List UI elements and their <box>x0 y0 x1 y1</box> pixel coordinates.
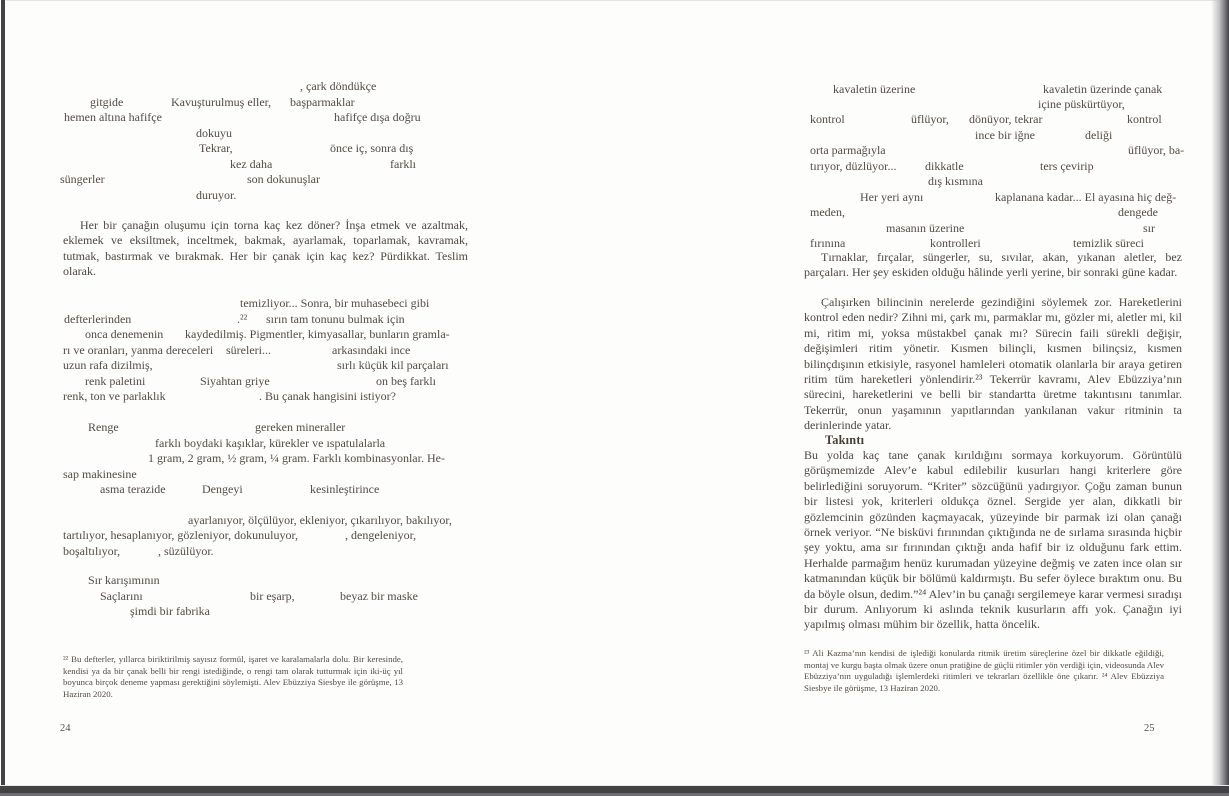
scattered-verse-verbs-fragment: boşaltılıyor, <box>63 544 121 558</box>
scattered-verse-throwing-fragment: duruyor. <box>196 188 237 202</box>
scattered-verse-glazing-fragment: meden, <box>810 205 845 219</box>
scattered-verse-throwing-fragment: kez daha <box>230 157 273 171</box>
scattered-verse-glazing-fragment: kontrol <box>810 112 845 126</box>
scan-top-edge <box>0 0 1229 1</box>
scattered-verse-throwing-fragment: Tekrar, <box>199 141 233 155</box>
scattered-verse-glaze-notebooks-fragment: süreleri... <box>226 343 271 357</box>
scattered-verse-factory-fragment: Saçlarını <box>100 589 143 603</box>
scattered-verse-throwing-fragment: dokuyu <box>196 126 232 140</box>
scattered-verse-glazing-fragment: dönüyor, tekrar <box>969 112 1043 126</box>
scattered-verse-glazing-fragment: Her yeri aynı <box>860 190 924 204</box>
scattered-verse-minerals-fragment: Renge <box>88 420 119 434</box>
paragraph-rhythm: Çalışırken bilincinin nerelerde gezindiğini söylemek zor. Hareketlerini kontrol eden nedir? Zihni mi, çark mı, parmaklar mı, gözler mi, aletler mi, kil mi, ritim mi, yoksa müstakbel çanak mı? Sürecin faili sürekli değişir, değişimleri ritim yönetir. Kısmen bilinçli, kısmen bilinçsiz, kısmen bilinçdışının etkisiyle, rasyonel hamleleri otomatik olanlarla bir araya getiren ritim tüm hareketleri yönlendirir.²³ Tekerrür kavramı, Alev Ebüzziya’nın sürecini, hareketlerini ve belli bir standartta üretme takıntısını tanımlar. Tekerrür, onun yaşamının yapıtlarından yankılanan vakur ritminin ta derinlerinde yatar. <box>804 295 1182 433</box>
scattered-verse-throwing-fragment: önce iç, sonra dış <box>330 141 414 155</box>
scattered-verse-glazing-fragment: dikkatle <box>925 159 964 173</box>
scattered-verse-glaze-notebooks-fragment: on beş farklı <box>376 374 436 388</box>
scattered-verse-throwing-fragment: , çark döndükçe <box>300 79 377 93</box>
scattered-verse-glazing-fragment: tırıyor, düzlüyor... <box>810 159 897 173</box>
scattered-verse-minerals-fragment: 1 gram, 2 gram, ½ gram, ¼ gram. Farklı kombinasyonlar. He- <box>148 451 445 465</box>
section-heading-takinti: Takıntı <box>825 433 865 447</box>
scattered-verse-glazing-fragment: masanın üzerine <box>886 221 965 235</box>
scattered-verse-verbs-fragment: , dengeleniyor, <box>345 528 417 542</box>
scattered-verse-glazing-fragment: orta parmağıyla <box>810 143 886 157</box>
scattered-verse-throwing-fragment: farklı <box>390 157 416 171</box>
footnote-22: ²² Bu defterler, yıllarca biriktirilmiş sayısız formül, işaret ve karalamalarla dolu. Bir keresinde, kendisi ya da bir çanak belli bir rengi istediğinde, o rengi tam olarak tutturmak için iki-üç yıl boyunca birçok deneme yapması gerektiğini söylemişti. Alev Ebüzziya Siesbye ile görüşme, 13 Haziran 2020. <box>63 654 403 699</box>
scattered-verse-glazing-fragment: içine püskürtüyor, <box>1038 97 1125 111</box>
scan-bottom-edge <box>0 785 1229 796</box>
scattered-verse-factory-fragment: şimdi bir fabrika <box>130 604 210 618</box>
paragraph-cleanup: Tırnaklar, fırçalar, süngerler, su, sıvılar, akan, yıkanan aletler, bez parçaları. Her şey eskiden olduğu hâlinde yerli yerine, bir sonraki güne kadar. <box>804 250 1182 280</box>
scattered-verse-throwing-fragment: gitgide <box>90 95 124 109</box>
scattered-verse-minerals-fragment: kesinleştirince <box>310 482 380 496</box>
scattered-verse-glazing-fragment: temizlik süreci <box>1073 236 1144 250</box>
scattered-verse-glaze-notebooks-fragment: arkasındaki ince <box>332 343 411 357</box>
scattered-verse-throwing-fragment: süngerler <box>60 172 105 186</box>
scattered-verse-throwing-fragment: hemen altına hafifçe <box>64 110 162 124</box>
scattered-verse-glazing-fragment: kontrolleri <box>930 236 981 250</box>
scattered-verse-glaze-notebooks-fragment: temizliyor... Sonra, bir muhasebeci gibi <box>240 296 430 310</box>
scan-left-edge <box>0 0 6 796</box>
scan-right-page-edge <box>1211 0 1229 796</box>
scattered-verse-glazing-fragment: dengede <box>1118 205 1158 219</box>
scattered-verse-glaze-notebooks-fragment: renk paletini <box>85 374 146 388</box>
scattered-verse-glaze-notebooks-fragment: rı ve oranları, yanma dereceleri <box>63 343 214 357</box>
scattered-verse-throwing-fragment: son dokunuşlar <box>247 172 320 186</box>
scattered-verse-verbs-fragment: tartılıyor, hesaplanıyor, gözleniyor, dokunuluyor, <box>63 528 299 542</box>
scattered-verse-throwing-fragment: Kavuşturulmuş eller, <box>171 95 272 109</box>
scattered-verse-glaze-notebooks-fragment: .²² <box>237 312 248 326</box>
scattered-verse-glaze-notebooks-fragment: sırın tam tonunu bulmak için <box>266 312 405 326</box>
scattered-verse-glazing-fragment: üflüyor, ba- <box>1128 143 1185 157</box>
scattered-verse-minerals-fragment: asma terazide <box>100 482 166 496</box>
scattered-verse-throwing-fragment: başparmaklar <box>290 95 355 109</box>
scattered-verse-glaze-notebooks-fragment: onca denemenin <box>85 327 164 341</box>
scattered-verse-factory-fragment: beyaz bir maske <box>340 589 418 603</box>
scattered-verse-minerals-fragment: farklı boydaki kaşıklar, kürekler ve ıspatulalarla <box>155 436 386 450</box>
scattered-verse-glazing-fragment: deliği <box>1085 128 1113 142</box>
footnote-23-24: ²³ Ali Kazma’nın kendisi de işlediği konularda ritmik üretim süreçlerine özel bir dikkatle eğildiği, montaj ve kurgu başta olmak üzere onun pratiğine de güçlü ritimler yön verdiği için, videosunda Alev Ebüzziya’nın uyguladığı işlemlerdeki ritimleri ve tekrarları özellikle öne çıkarır. ²⁴ Alev Ebüzziya Siesbye ile görüşme, 13 Haziran 2020. <box>804 648 1164 693</box>
page-number-right: 25 <box>1144 723 1155 734</box>
scattered-verse-glazing-fragment: üflüyor, <box>911 112 949 126</box>
scattered-verse-glaze-notebooks-fragment: Siyahtan griye <box>200 374 270 388</box>
scattered-verse-glaze-notebooks-fragment: uzun rafa dizilmiş, <box>63 358 153 372</box>
scattered-verse-glazing-fragment: kontrol <box>1127 112 1162 126</box>
scattered-verse-glazing-fragment: ince bir iğne <box>975 128 1035 142</box>
scattered-verse-glaze-notebooks-fragment: sırlı küçük kil parçaları <box>337 358 449 372</box>
scattered-verse-glazing-fragment: kavaletin üzerinde çanak <box>1043 82 1163 96</box>
scattered-verse-factory-fragment: bir eşarp, <box>250 589 295 603</box>
scattered-verse-glaze-notebooks-fragment: renk, ton ve parlaklık <box>63 389 166 403</box>
paragraph-torna: Her bir çanağın oluşumu için torna kaç kez döner? İnşa etmek ve azaltmak, eklemek ve eksiltmek, inceltmek, bakmak, ayarlamak, toparlamak, kavramak, tutmak, bastırmak ve bırakmak. Her bir çanak için kaç kez? Pürdikkat. Teslim olarak. <box>63 218 468 279</box>
scattered-verse-throwing-fragment: hafifçe dışa doğru <box>334 110 421 124</box>
scattered-verse-glazing-fragment: kaplanana kadar... El ayasına hiç değ- <box>995 190 1177 204</box>
scattered-verse-glaze-notebooks-fragment: . Bu çanak hangisini istiyor? <box>259 389 396 403</box>
scattered-verse-glazing-fragment: kavaletin üzerine <box>833 82 916 96</box>
scattered-verse-factory-fragment: Sır karışımının <box>88 573 160 587</box>
scattered-verse-verbs-fragment: ayarlanıyor, ölçülüyor, ekleniyor, çıkarılıyor, bakılıyor, <box>188 513 452 527</box>
scattered-verse-glazing-fragment: fırınına <box>810 236 846 250</box>
page-number-left: 24 <box>60 723 71 734</box>
paragraph-obsession: Bu yolda kaç tane çanak kırıldığını sormaya korkuyorum. Görüntülü görüşmemizde Alev’e kabul edilebilir kusurları hangi kriterlere göre belirlediğini soruyorum. “Kriter” sözcüğünü yadırgıyor. Çoğu zaman bunun bir listesi yok, kriterleri oldukça öznel. Sergide yer alan, dikkatli bir gözlemcinin gözünden kaçmayacak, yüzeyinde bir parmak izi olan çanağı örnek veriyor. “Ne bisküvi fırınından çıktığında ne de sırlama sırasında hiçbir şey yoktu, ama sır fırınından çıktığı anda hafif bir iz olduğunu fark ettim. Herhalde parmağım henüz kurumadan yüzeyine değmiş ve zaten ince olan sır katmanından küçük bir bölümü kaldırmıştı. Bu sefer öylece bıraktım onu. Bu da böyle olsun, dedim.”²⁴ Alev’in bu çanağı sergilemeye karar vermesi sıradışı bir durum. Anlıyorum ki aslında teknik kusurların affı yok. Çanağın iyi yapılmış olması mühim bir özellik, hatta öncelik. <box>804 448 1182 632</box>
scattered-verse-glaze-notebooks-fragment: kaydedilmiş. Pigmentler, kimyasallar, bunların gramla- <box>185 327 450 341</box>
scattered-verse-glazing-fragment: ters çevirip <box>1040 159 1094 173</box>
scattered-verse-minerals-fragment: sap makinesine <box>63 467 137 481</box>
scattered-verse-glazing-fragment: sır <box>1143 221 1155 235</box>
scattered-verse-minerals-fragment: Dengeyi <box>202 482 243 496</box>
scattered-verse-verbs-fragment: , süzülüyor. <box>158 544 214 558</box>
scattered-verse-glazing-fragment: dış kısmına <box>928 174 984 188</box>
scattered-verse-minerals-fragment: gereken mineraller <box>255 420 346 434</box>
scattered-verse-glaze-notebooks-fragment: defterlerinden <box>64 312 132 326</box>
